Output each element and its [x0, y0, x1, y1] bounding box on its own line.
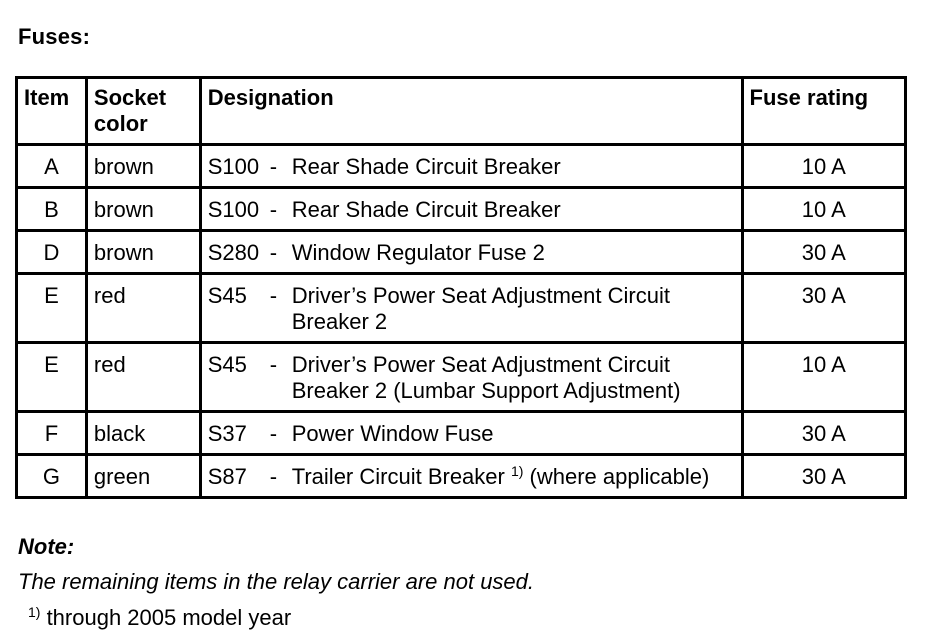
fuse-rating-cell: 30 A — [742, 412, 905, 455]
designation-text — [292, 154, 735, 180]
designation-label: Window Regulator Fuse 2 — [291, 240, 545, 265]
note-text: The remaining items in the relay carrier are not used. — [18, 569, 535, 594]
header-fuse-rating: Fuse rating — [742, 78, 905, 145]
socket-color-cell: red — [86, 274, 200, 343]
table-row — [17, 188, 906, 231]
circuit-code: S280 — [207, 240, 260, 265]
fuse-rating-cell: 30 A — [742, 455, 905, 498]
designation-label: Driver’s Power Seat Adjustment Circuit Breaker 2 — [291, 283, 670, 334]
page-heading: Fuses: — [18, 24, 91, 49]
table-row — [17, 231, 906, 274]
designation-text — [292, 283, 735, 335]
socket-color-cell: green — [86, 455, 200, 498]
table-row — [17, 455, 906, 498]
designation-text — [292, 421, 735, 447]
footnote — [28, 605, 291, 631]
circuit-code: S87 — [207, 464, 247, 489]
socket-color-cell: brown — [86, 231, 200, 274]
designation-cell — [200, 455, 742, 498]
circuit-code: S100 — [207, 154, 260, 179]
header-designation: Designation — [200, 78, 742, 145]
fuse-rating-cell: 30 A — [742, 274, 905, 343]
designation-cell — [200, 412, 742, 455]
designation-label: Rear Shade Circuit Breaker — [291, 154, 561, 179]
item-cell: B — [17, 188, 87, 231]
designation-cell — [200, 188, 742, 231]
footnote-text: through 2005 model year — [40, 605, 292, 630]
fuse-rating-cell: 30 A — [742, 231, 905, 274]
note-title: Note: — [18, 534, 75, 559]
item-cell: F — [17, 412, 87, 455]
item-cell: A — [17, 145, 87, 188]
item-cell: D — [17, 231, 87, 274]
separator-dash: - — [269, 283, 278, 308]
separator-dash: - — [269, 197, 278, 222]
item-cell: E — [17, 343, 87, 412]
table-row — [17, 145, 906, 188]
header-socket-color: Socket color — [86, 78, 200, 145]
footnote-marker: 1) — [28, 604, 41, 620]
designation-text — [292, 197, 735, 223]
table-row — [17, 412, 906, 455]
designation-cell — [200, 145, 742, 188]
separator-dash: - — [269, 464, 278, 489]
item-cell: E — [17, 274, 87, 343]
designation-text — [292, 352, 735, 404]
designation-text — [292, 464, 735, 490]
footnote-reference: 1) — [510, 463, 524, 479]
socket-color-cell: brown — [86, 188, 200, 231]
fuse-rating-cell: 10 A — [742, 145, 905, 188]
table-row — [17, 274, 906, 343]
socket-color-cell: red — [86, 343, 200, 412]
circuit-code: S45 — [207, 283, 247, 308]
fuse-table-body — [17, 145, 906, 498]
fuse-table — [15, 76, 907, 499]
designation-cell — [200, 231, 742, 274]
circuit-code: S45 — [207, 352, 247, 377]
designation-label: Power Window Fuse — [291, 421, 494, 446]
table-header-row — [17, 78, 906, 145]
fuse-rating-cell: 10 A — [742, 188, 905, 231]
separator-dash: - — [269, 240, 278, 265]
designation-suffix: (where applicable) — [523, 464, 710, 489]
socket-color-cell: brown — [86, 145, 200, 188]
socket-color-cell: black — [86, 412, 200, 455]
designation-label: Rear Shade Circuit Breaker — [291, 197, 561, 222]
separator-dash: - — [269, 154, 278, 179]
separator-dash: - — [269, 352, 278, 377]
circuit-code: S100 — [207, 197, 260, 222]
circuit-code: S37 — [207, 421, 247, 446]
header-item: Item — [17, 78, 87, 145]
designation-label: Trailer Circuit Breaker — [291, 464, 511, 489]
designation-label: Driver’s Power Seat Adjustment Circuit Breaker 2 (Lumbar Support Adjustment) — [291, 352, 681, 403]
designation-cell — [200, 343, 742, 412]
separator-dash: - — [269, 421, 278, 446]
table-row — [17, 343, 906, 412]
designation-cell — [200, 274, 742, 343]
item-cell: G — [17, 455, 87, 498]
fuse-rating-cell: 10 A — [742, 343, 905, 412]
designation-text — [292, 240, 735, 266]
